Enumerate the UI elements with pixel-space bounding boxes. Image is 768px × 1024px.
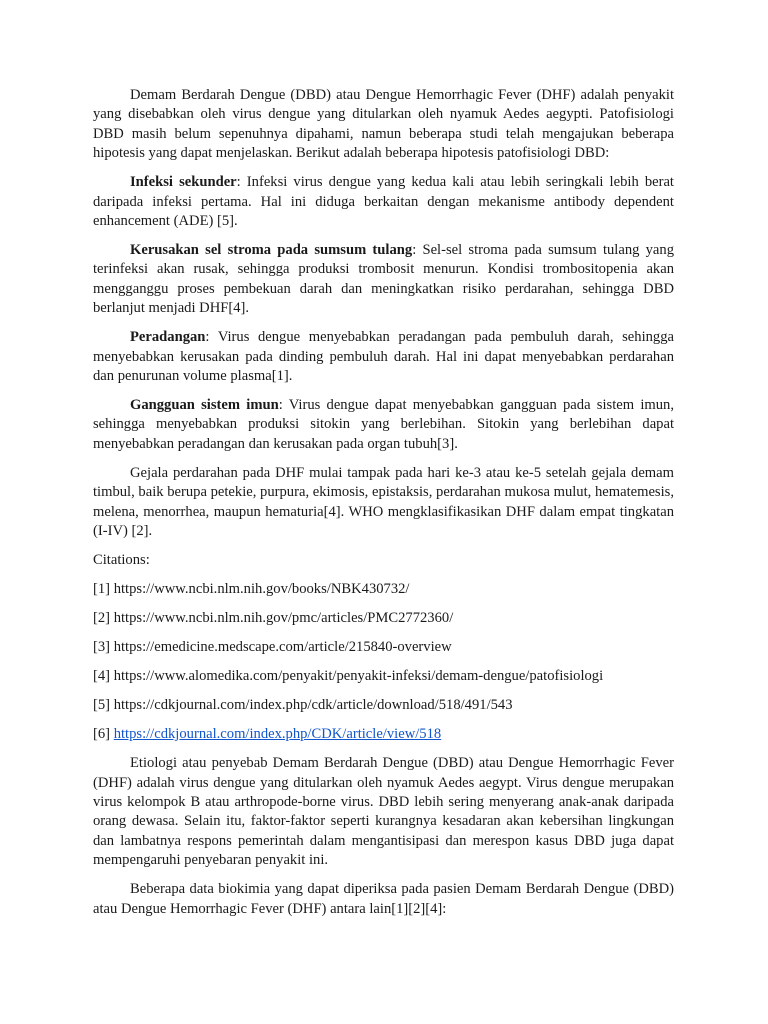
citation-number: [5] xyxy=(93,697,111,714)
citation-item xyxy=(93,725,674,744)
hypothesis-text: : Virus dengue dapat menyebabkan gangguan pada sistem imun, sehingga menyebabkan produksi sitokin yang berlebihan. Sitokin yang berlebihan dapat menyebabkan peradangan dan kerusakan pada organ tubuh[3]. xyxy=(93,397,674,452)
citation-url: https://www.ncbi.nlm.nih.gov/books/NBK430732/ xyxy=(113,581,410,598)
citation-number: [1] xyxy=(93,581,111,598)
intro-paragraph: Demam Berdarah Dengue (DBD) atau Dengue Hemorrhagic Fever (DHF) adalah penyakit yang disebabkan oleh virus dengue yang ditularkan oleh nyamuk Aedes aegypti. Patofisiologi DBD masih belum sepenuhnya dipahami, namun beberapa studi telah mengajukan beberapa hipotesis yang dapat menjelaskan. Berikut adalah beberapa hipotesis patofisiologi DBD: xyxy=(93,87,674,162)
hypothesis-term: Peradangan xyxy=(130,329,206,346)
hypothesis-text: : Sel-sel stroma pada sumsum tulang yang terinfeksi akan rusak, sehingga produksi trombosit menurun. Kondisi trombositopenia akan mengganggu proses pembekuan darah dan meningkatkan risiko perdarahan, sehingga DBD berlanjut menjadi DHF[4]. xyxy=(93,242,675,317)
hypothesis-term: Kerusakan sel stroma pada sumsum tulang xyxy=(130,242,413,259)
citation-item xyxy=(93,638,674,657)
citation-item xyxy=(93,580,674,599)
citations-heading: Citations: xyxy=(93,552,150,569)
symptoms-paragraph: Gejala perdarahan pada DHF mulai tampak pada hari ke-3 atau ke-5 setelah gejala demam timbul, baik berupa petekie, purpura, ekimosis, epistaksis, perdarahan mukosa mulut, hematemesis, melena, menorrhea, maupun hematuria[4]. WHO mengklasifikasikan DHF dalam empat tingkatan (I-IV) [2]. xyxy=(93,464,674,540)
citation-number: [6] xyxy=(93,726,111,743)
citation-number: [4] xyxy=(93,668,111,685)
citation-url: https://www.ncbi.nlm.nih.gov/pmc/articles/PMC2772360/ xyxy=(113,610,454,627)
etiology-paragraph: Etiologi atau penyebab Demam Berdarah Dengue (DBD) atau Dengue Hemorrhagic Fever (DHF) adalah virus dengue yang ditularkan oleh nyamuk Aedes aegypt. Virus dengue merupakan virus kelompok B atau arthropode-borne virus. DBD lebih sering menyerang anak-anak daripada orang dewasa. Selain itu, faktor-faktor seperti kurangnya kesadaran akan kebersihan lingkungan dan lambatnya respons pemerintah dalam mengantisipasi dan merespon kasus DBD juga dapat mempengaruhi penyebaran penyakit ini. xyxy=(93,755,674,869)
hypothesis-text: : Infeksi virus dengue yang kedua kali atau lebih seringkali lebih berat daripada infeksi pertama. Hal ini diduga berkaitan dengan mekanisme antibody dependent enhancement (ADE) [5]. xyxy=(93,174,674,230)
hypothesis-text: : Virus dengue menyebabkan peradangan pada pembuluh darah, sehingga menyebabkan kerusakan pada dinding pembuluh darah. Hal ini dapat menyebabkan perdarahan dan penurunan volume plasma[1]. xyxy=(93,329,674,385)
hypothesis-term: Infeksi sekunder xyxy=(130,174,237,191)
citation-url: https://emedicine.medscape.com/article/215840-overview xyxy=(113,639,452,656)
hypothesis-paragraph xyxy=(93,241,674,319)
hypothesis-paragraph xyxy=(93,396,674,454)
citation-number: [3] xyxy=(93,639,111,656)
citation-item xyxy=(93,696,674,715)
hypothesis-term: Gangguan sistem imun xyxy=(130,397,279,414)
document-body xyxy=(93,86,674,929)
citation-item xyxy=(93,609,674,628)
hypothesis-paragraph xyxy=(93,173,674,231)
citation-item xyxy=(93,667,674,686)
biochem-paragraph: Beberapa data biokimia yang dapat diperiksa pada pasien Demam Berdarah Dengue (DBD) atau Dengue Hemorrhagic Fever (DHF) antara lain[1][2][4]: xyxy=(93,881,674,917)
citation-number: [2] xyxy=(93,610,111,627)
citation-url: https://www.alomedika.com/penyakit/penyakit-infeksi/demam-dengue/patofisiologi xyxy=(113,668,604,685)
citation-url: https://cdkjournal.com/index.php/cdk/article/download/518/491/543 xyxy=(113,697,513,714)
citation-link[interactable]: https://cdkjournal.com/index.php/CDK/article/view/518 xyxy=(113,726,442,743)
hypothesis-paragraph xyxy=(93,328,674,386)
